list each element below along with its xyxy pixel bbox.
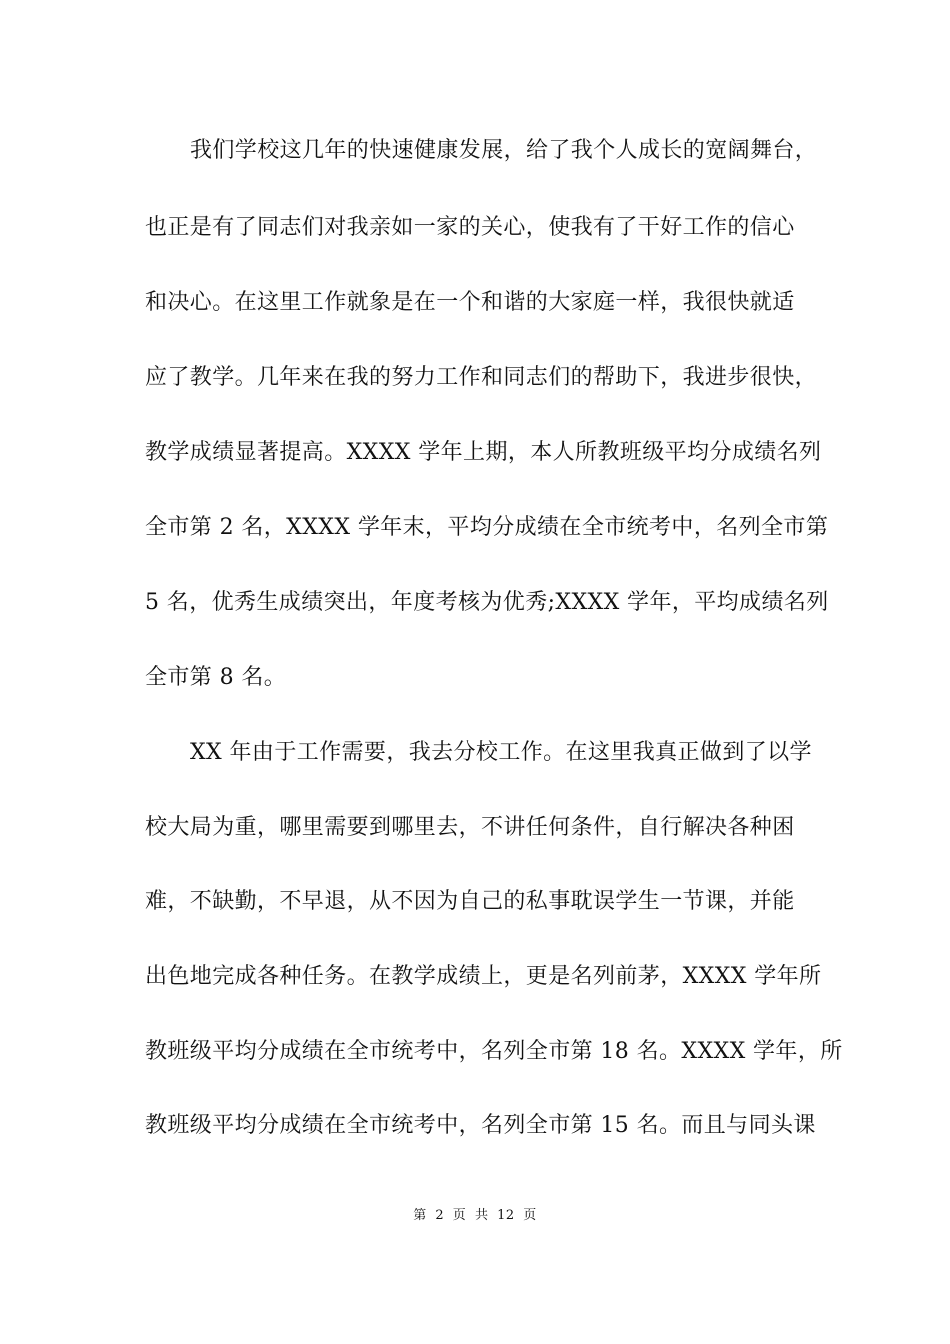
page-footer: [0, 1207, 950, 1225]
footer-current-page: 2: [435, 1208, 445, 1223]
paragraph-2-line-6: 教班级平均分成绩在全市统考中，名列全市第 15 名。而且与同头课: [145, 1113, 816, 1138]
paragraph-1-line-5: 教学成绩显著提高。XXXX 学年上期，本人所教班级平均分成绩名列: [145, 440, 822, 465]
paragraph-1-line-4: 应了教学。几年来在我的努力工作和同志们的帮助下，我进步很快，: [145, 365, 818, 390]
footer-suffix: 页: [523, 1208, 537, 1223]
paragraph-1-line-2: 也正是有了同志们对我亲如一家的关心，使我有了干好工作的信心: [145, 215, 795, 240]
paragraph-2-line-4: 出色地完成各种任务。在教学成绩上，更是名列前茅，XXXX 学年所: [145, 964, 822, 989]
paragraph-1-line-6: 全市第 2 名，XXXX 学年末，平均分成绩在全市统考中，名列全市第: [145, 515, 829, 540]
paragraph-1-line-3: 和决心。在这里工作就象是在一个和谐的大家庭一样，我很快就适: [145, 290, 795, 315]
footer-total-pages: 12: [497, 1208, 515, 1223]
paragraph-1-line-7: 5 名，优秀生成绩突出，年度考核为优秀;XXXX 学年，平均成绩名列: [145, 590, 829, 615]
paragraph-1-line-8: 全市第 8 名。: [145, 665, 287, 690]
paragraph-1-line-1: 我们学校这几年的快速健康发展，给了我个人成长的宽阔舞台，: [190, 138, 818, 163]
paragraph-2-line-1: XX 年由于工作需要，我去分校工作。在这里我真正做到了以学: [190, 740, 812, 765]
footer-page-word: 页: [452, 1208, 467, 1223]
footer-total-word: 共: [474, 1208, 489, 1223]
footer-prefix: 第: [413, 1208, 427, 1223]
paragraph-2-line-5: 教班级平均分成绩在全市统考中，名列全市第 18 名。XXXX 学年，所: [145, 1039, 843, 1064]
paragraph-2-line-2: 校大局为重，哪里需要到哪里去，不讲任何条件，自行解决各种困: [145, 815, 795, 840]
paragraph-2-line-3: 难，不缺勤，不早退，从不因为自己的私事耽误学生一节课，并能: [145, 889, 795, 914]
